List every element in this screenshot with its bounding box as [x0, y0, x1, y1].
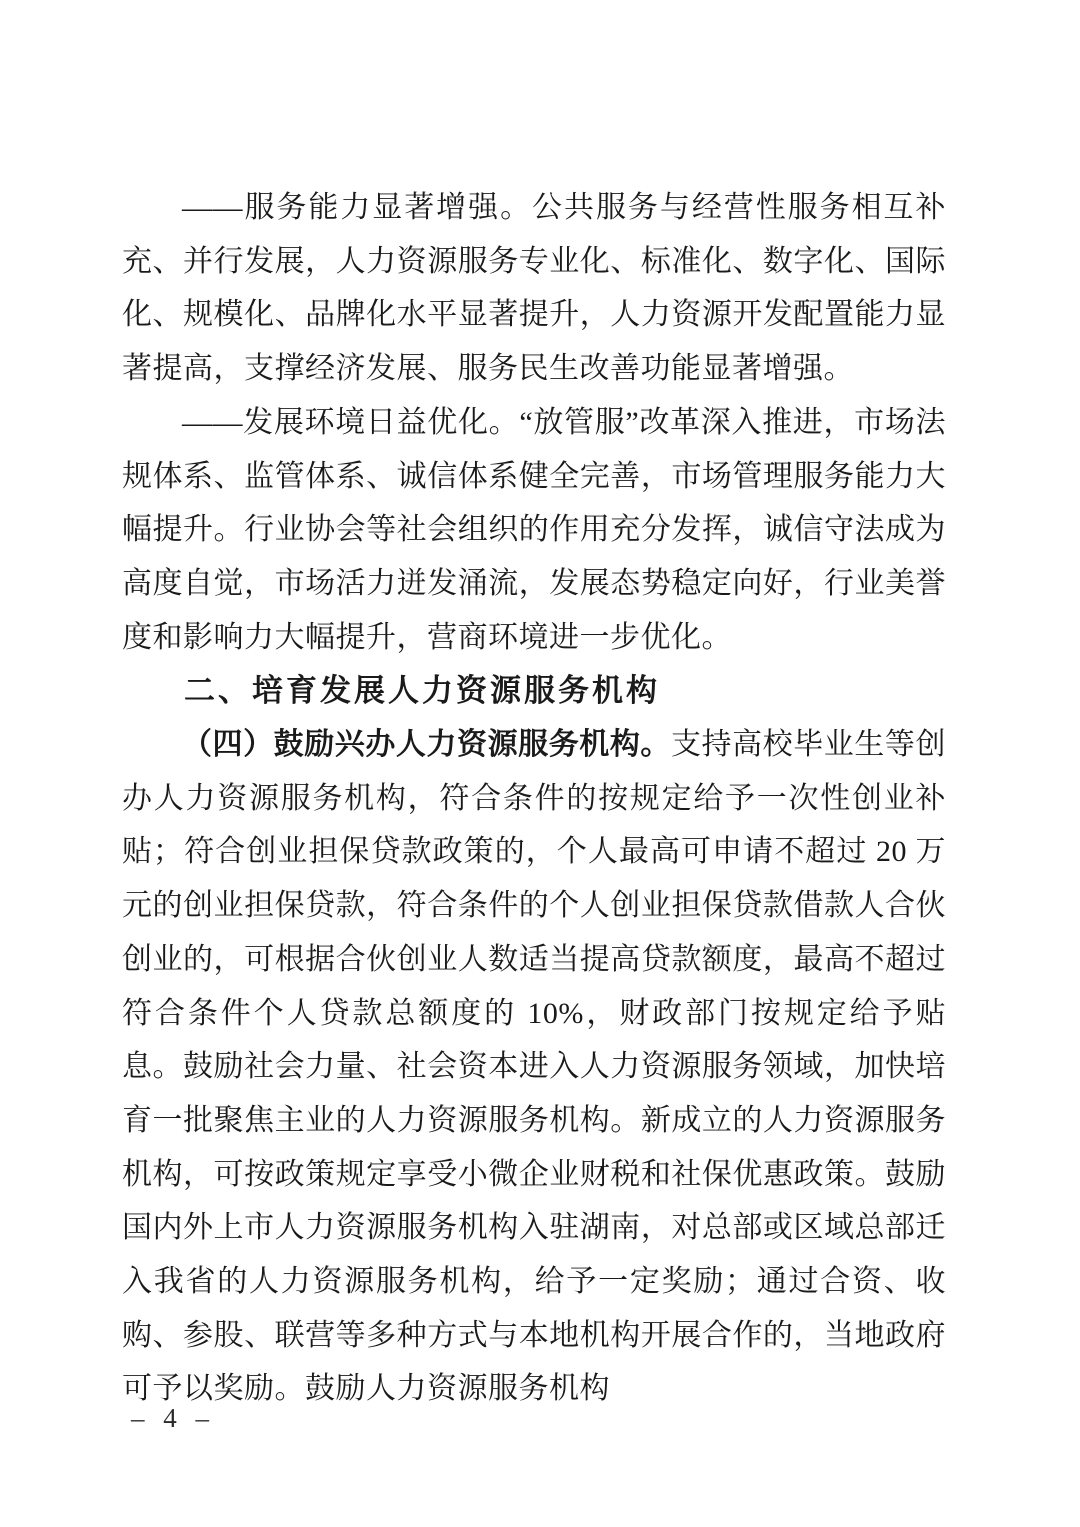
paragraph-lead: ——发展环境日益优化。: [182, 405, 520, 439]
paragraph-service-capability: [122, 181, 946, 396]
paragraph-text: 公共服务与经营性服务相互补充、并行发展，人力资源服务专业化、标准化、数字化、国际化、规模化、品牌化水平显著提升，人力资源开发配置能力显著提高，支撑经济发展、服务民生改善功能显著增强。: [122, 191, 947, 386]
section-heading: 二、培育发展人力资源服务机构: [184, 673, 660, 709]
paragraph-item-four: [122, 718, 946, 1416]
paragraph-lead: （四）鼓励兴办人力资源服务机构。: [182, 728, 671, 762]
paragraph-text: “放管服”改革深入推进，市场法规体系、监管体系、诚信体系健全完善，市场管理服务能力大幅提升。行业协会等社会组织的作用充分发挥，诚信守法成为高度自觉，市场活力迸发涌流，发展态势稳定向好，行业美誉度和影响力大幅提升，营商环境进一步优化。: [122, 405, 947, 654]
paragraph-lead: ——服务能力显著增强。: [182, 191, 533, 224]
paragraph-development-environment: [122, 396, 946, 665]
page-number: – 4 –: [131, 1403, 215, 1433]
paragraph-text: 支持高校毕业生等创办人力资源服务机构，符合条件的按规定给予一次性创业补贴；符合创业担保贷款政策的，个人最高可申请不超过 20 万元的创业担保贷款，符合条件的个人创业担保贷款借款人合伙创业的，可根据合伙创业人数适当提高贷款额度，最高不超过符合条件个人贷款总额度的 10%，财政部门按规定给予贴息。鼓励社会力量、社会资本进入人力资源服务领域，加快培育一批聚焦主业的人力资源服务机构。新成立的人力资源服务机构，可按政策规定享受小微企业财税和社保优惠政策。鼓励国内外上市人力资源服务机构入驻湖南，对总部或区域总部迁入我省的人力资源服务机构，给予一定奖励；通过合资、收购、参股、联营等多种方式与本地机构开展合作的，当地政府可予以奖励。鼓励人力资源服务机构: [122, 728, 946, 1406]
document-body: [122, 181, 946, 1416]
